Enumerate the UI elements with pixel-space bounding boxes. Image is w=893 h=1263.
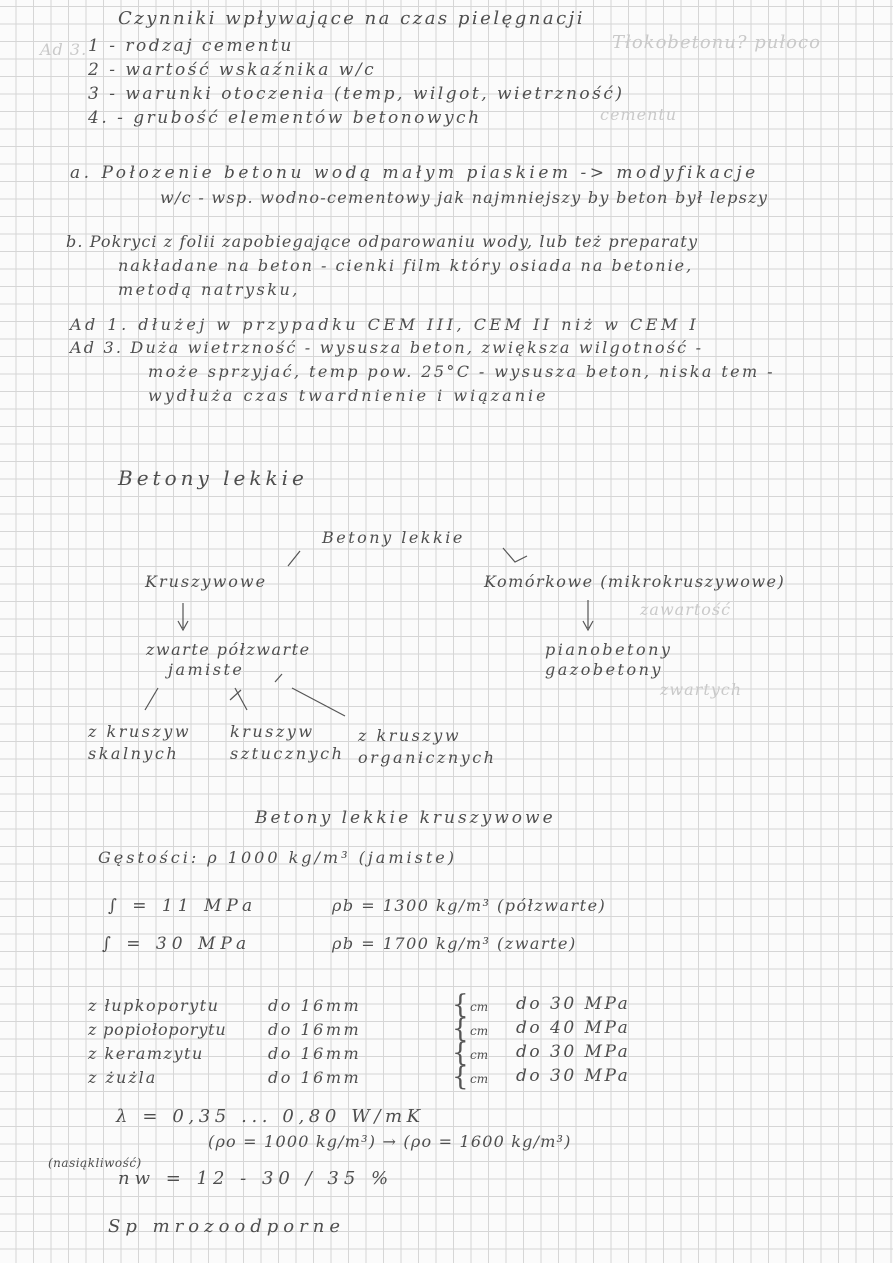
diagram-node-left-child: jamiste	[168, 660, 245, 679]
arrow-down	[583, 600, 593, 630]
factors-title: Czynniki wpływające na czas pielęgnacji	[118, 8, 586, 29]
cm-label: cm	[470, 1024, 489, 1038]
formula: ρb = 1700 kg/m³ (zwarte)	[332, 934, 577, 953]
connector-line	[230, 688, 247, 710]
diagram-leaf: skalnych	[88, 744, 180, 763]
note-a-line: a. Połozenie betonu wodą małym piaskiem -> modyfikacje	[70, 163, 759, 183]
connector-line	[275, 674, 282, 682]
factor-item: 1 - rodzaj cementu	[88, 36, 294, 56]
diagram-leaf: z kruszyw	[358, 726, 462, 745]
section-title: Betony lekkie kruszywowe	[255, 808, 556, 828]
formula: ∫ = 11 MPa	[108, 896, 258, 916]
density-range: (ρo = 1000 kg/m³) → (ρo = 1600 kg/m³)	[208, 1132, 572, 1151]
aggregate-name: z keramzytu	[88, 1044, 204, 1063]
note-b-line: b. Pokryci z folii zapobiegające odparowaniu wody, lub też preparaty	[66, 232, 699, 251]
diagram-leaf: kruszyw	[230, 722, 315, 741]
brace-glyph: {	[452, 990, 469, 1020]
diagram-node-right: Komórkowe (mikrokruszywowe)	[484, 572, 786, 591]
cm-label: cm	[470, 1048, 489, 1062]
diagram-leaf: sztucznych	[230, 744, 345, 763]
diagram-node-right-child: gazobetony	[545, 660, 663, 679]
formula: ∫ = 30 MPa	[102, 934, 252, 954]
aggregate-name: z popiołoporytu	[88, 1020, 227, 1039]
note-a-line: w/c - wsp. wodno-cementowy jak najmniejszy by beton był lepszy	[160, 188, 769, 207]
aggregate-size: do 16mm	[268, 996, 362, 1015]
connector-line	[145, 688, 158, 710]
note-b-line: metodą natrysku,	[118, 280, 300, 299]
note-ad3-line: może sprzyjać, temp pow. 25°C - wysusza beton, niska tem -	[148, 362, 775, 381]
cm-label: cm	[470, 1072, 489, 1086]
connector-line	[288, 551, 300, 566]
ghost-text: zawartość	[640, 600, 732, 619]
aggregate-strength: do 30 MPa	[516, 1066, 631, 1086]
absorption-value: nw = 12 - 30 / 35 %	[118, 1168, 394, 1189]
ghost-text: Ad 3.	[40, 40, 88, 59]
diagram-node-left-child: zwarte półzwarte	[146, 640, 311, 659]
aggregate-size: do 16mm	[268, 1020, 362, 1039]
lambda-line: λ = 0,35 ... 0,80 W/mK	[116, 1106, 425, 1127]
brace-glyph: {	[452, 1014, 469, 1044]
ghost-text: Tłokobetonu? pułoco	[612, 32, 821, 53]
aggregate-name: z łupkoporytu	[88, 996, 220, 1015]
connector-line	[292, 688, 345, 716]
section-title: Betony lekkie	[118, 466, 308, 490]
diagram-leaf: z kruszyw	[88, 722, 192, 741]
arrow-down	[178, 603, 188, 630]
brace-glyph: {	[452, 1062, 469, 1092]
connector-line	[503, 548, 527, 562]
brace-glyph: {	[452, 1038, 469, 1068]
aggregate-size: do 16mm	[268, 1044, 362, 1063]
aggregate-strength: do 30 MPa	[516, 994, 631, 1014]
diagram-leaf: organicznych	[358, 748, 497, 767]
aggregate-strength: do 40 MPa	[516, 1018, 631, 1038]
note-b-line: nakładane na beton - cienki film który osiada na betonie,	[118, 256, 694, 275]
note-ad1: Ad 1. dłużej w przypadku CEM III, CEM II niż w CEM I	[70, 315, 700, 334]
formula: ρb = 1300 kg/m³ (półzwarte)	[332, 896, 607, 915]
diagram-root-label: Betony lekkie	[322, 528, 465, 547]
factor-item: 2 - wartość wskaźnika w/c	[88, 60, 377, 80]
factor-item: 4. - grubość elementów betonowych	[88, 108, 482, 128]
note-ad3-line: Ad 3. Duża wietrzność - wysusza beton, zwiększa wilgotność -	[70, 338, 704, 357]
ghost-text: zwartych	[660, 680, 743, 699]
ghost-text: cementu	[600, 105, 678, 124]
cm-label: cm	[470, 1000, 489, 1014]
aggregate-size: do 16mm	[268, 1068, 362, 1087]
note-ad3-line: wydłuża czas twardnienie i wiązanie	[148, 386, 549, 405]
frost-resistance: Sp mrozoodporne	[108, 1216, 345, 1237]
absorption-label: (nasiąkliwość)	[48, 1156, 142, 1170]
aggregate-name: z żużla	[88, 1068, 158, 1087]
density-line: Gęstości: ρ 1000 kg/m³ (jamiste)	[98, 848, 457, 867]
diagram-node-right-child: pianobetony	[545, 640, 673, 659]
diagram-node-left: Kruszywowe	[145, 572, 268, 591]
factor-item: 3 - warunki otoczenia (temp, wilgot, wietrzność)	[88, 84, 625, 104]
aggregate-strength: do 30 MPa	[516, 1042, 631, 1062]
